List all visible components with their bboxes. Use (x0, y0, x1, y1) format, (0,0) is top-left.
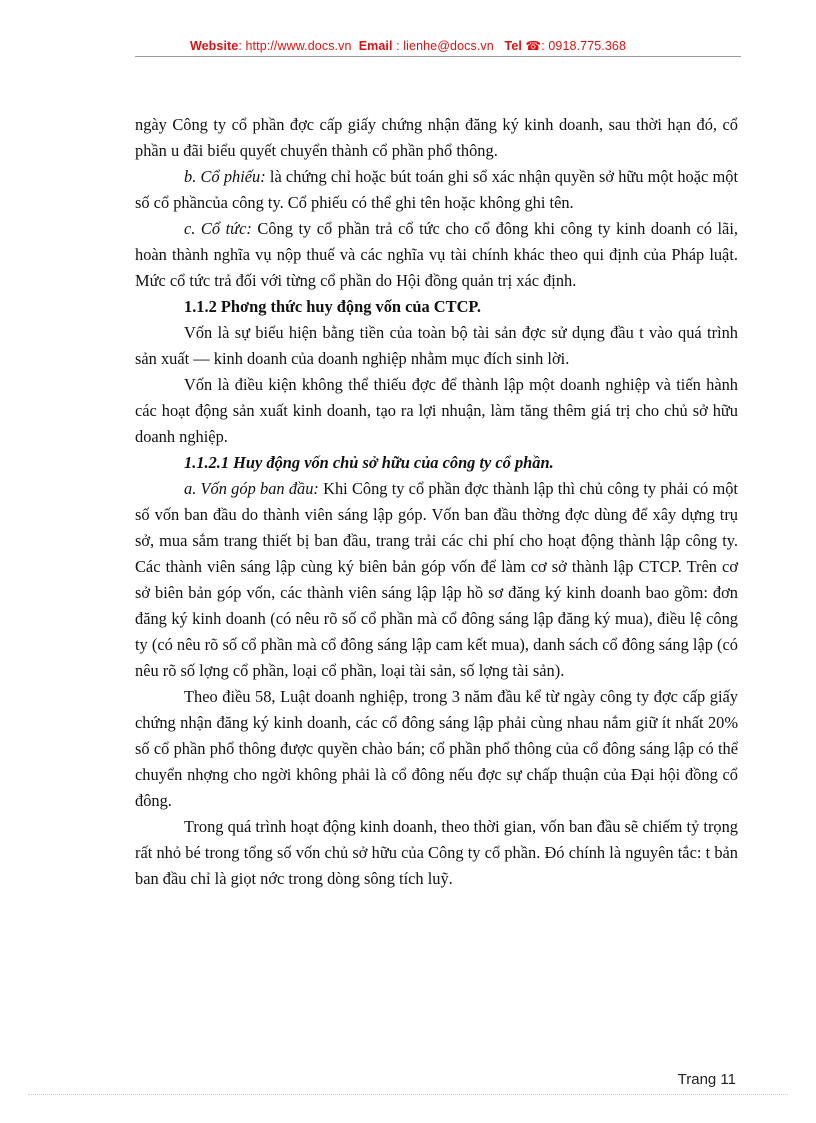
tel-label: Tel (504, 39, 522, 53)
term-von-gop-ban-dau: a. Vốn góp ban đầu: (184, 479, 319, 498)
email-link[interactable]: : lienhe@docs.vn (396, 39, 494, 53)
paragraph-von-gop-ban-dau (135, 476, 738, 684)
tel-value: : 0918.775.368 (541, 39, 627, 53)
text-co-tuc: Công ty cổ phần trả cổ tức cho cổ đông khi công ty kinh doanh có lãi, hoàn thành nghĩa vụ nộp thuế và các nghĩa vụ tài chính khác theo qui định của Pháp luật. Mức cổ tức trả đối với từng cổ phần do Hội đồng quản trị xác định. (135, 219, 738, 290)
website-label: Website (189, 39, 239, 53)
text-von-gop-ban-dau: Khi Công ty cổ phần đợc thành lập thì chủ công ty phải có một số vốn ban đầu do thành viên sáng lập góp. Vốn ban đầu thờng đợc dùng để xây dựng trụ sở, mua sắm trang thiết bị ban đầu, trang trải các chi phí cho hoạt động thành lập công ty. Các thành viên sáng lập cùng ký biên bản góp vốn để làm cơ sở thành lập CTCP. Trên cơ sở biên bản góp vốn, các thành viên sáng lập lập hồ sơ đăng ký kinh doanh bao gồm: đơn đăng ký kinh doanh (có nêu rõ số cổ phần mà cổ đông sáng lập đăng ký mua), điều lệ công ty (có nêu rõ số cổ phần mà cổ đông sáng lập cam kết mua), danh sách cổ đông sáng lập (có nêu rõ số lợng cổ phần, loại cổ phần, loại tài sản, số lợng tài sản). (135, 479, 738, 680)
phone-icon: ☎ (525, 39, 542, 53)
section-heading-1-1-2-1: 1.1.2.1 Huy động vốn chủ sở hữu của công ty cổ phần. (184, 453, 554, 472)
section-heading-1-1-2: 1.1.2 Phơng thức huy động vốn của CTCP. (184, 297, 482, 316)
paragraph-co-phieu (135, 164, 738, 216)
email-label: Email (358, 39, 393, 53)
text-co-phieu: là chứng chỉ hoặc bút toán ghi sổ xác nhận quyền sở hữu một hoặc một số cổ phầncủa công ty. Cổ phiếu có thể ghi tên hoặc không ghi tên. (135, 167, 739, 212)
term-co-tuc: c. Cổ tức: (184, 219, 252, 238)
page-header (0, 38, 816, 53)
page-number: Trang 11 (677, 1071, 736, 1088)
paragraph-dieu-58: Theo điều 58, Luật doanh nghiệp, trong 3 năm đầu kể từ ngày công ty đợc cấp giấy chứng nhận đăng ký kinh doanh, các cổ đông sáng lập phải cùng nhau nắm giữ ít nhất 20% số cổ phần phổ thông được quyền chào bán; cổ phần phổ thông của cổ đông sáng lập có thể chuyển nhợng cho ngời không phải là cổ đông nếu đợc sự chấp thuận của Đại hội đồng cổ đông. (135, 687, 738, 810)
paragraph-nguyen-tac: Trong quá trình hoạt động kinh doanh, theo thời gian, vốn ban đầu sẽ chiếm tỷ trọng rất nhỏ bé trong tổng số vốn chủ sở hữu của Công ty cổ phần. Đó chính là nguyên tắc: t bản ban đầu chỉ là giọt nớc trong dòng sông tích luỹ. (135, 817, 738, 888)
term-co-phieu: b. Cổ phiếu: (184, 167, 266, 186)
paragraph-co-tuc (135, 216, 738, 294)
footer-divider (28, 1094, 788, 1095)
paragraph-1: ngày Công ty cổ phần đợc cấp giấy chứng nhận đăng ký kinh doanh, sau thời hạn đó, cổ phần u đãi biểu quyết chuyển thành cổ phần phổ thông. (135, 115, 738, 160)
paragraph-von-2: Vốn là điều kiện không thể thiếu đợc để thành lập một doanh nghiệp và tiến hành các hoạt động sản xuất kinh doanh, tạo ra lợi nhuận, làm tăng thêm giá trị cho chủ sở hữu doanh nghiệp. (135, 375, 738, 446)
paragraph-von-1: Vốn là sự biểu hiện bằng tiền của toàn bộ tài sản đợc sử dụng đầu t vào quá trình sản xuất — kinh doanh của doanh nghiệp nhằm mục đích sinh lời. (135, 323, 738, 368)
header-divider (135, 56, 741, 57)
website-link[interactable]: : http://www.docs.vn (238, 39, 352, 53)
document-body (135, 112, 738, 892)
